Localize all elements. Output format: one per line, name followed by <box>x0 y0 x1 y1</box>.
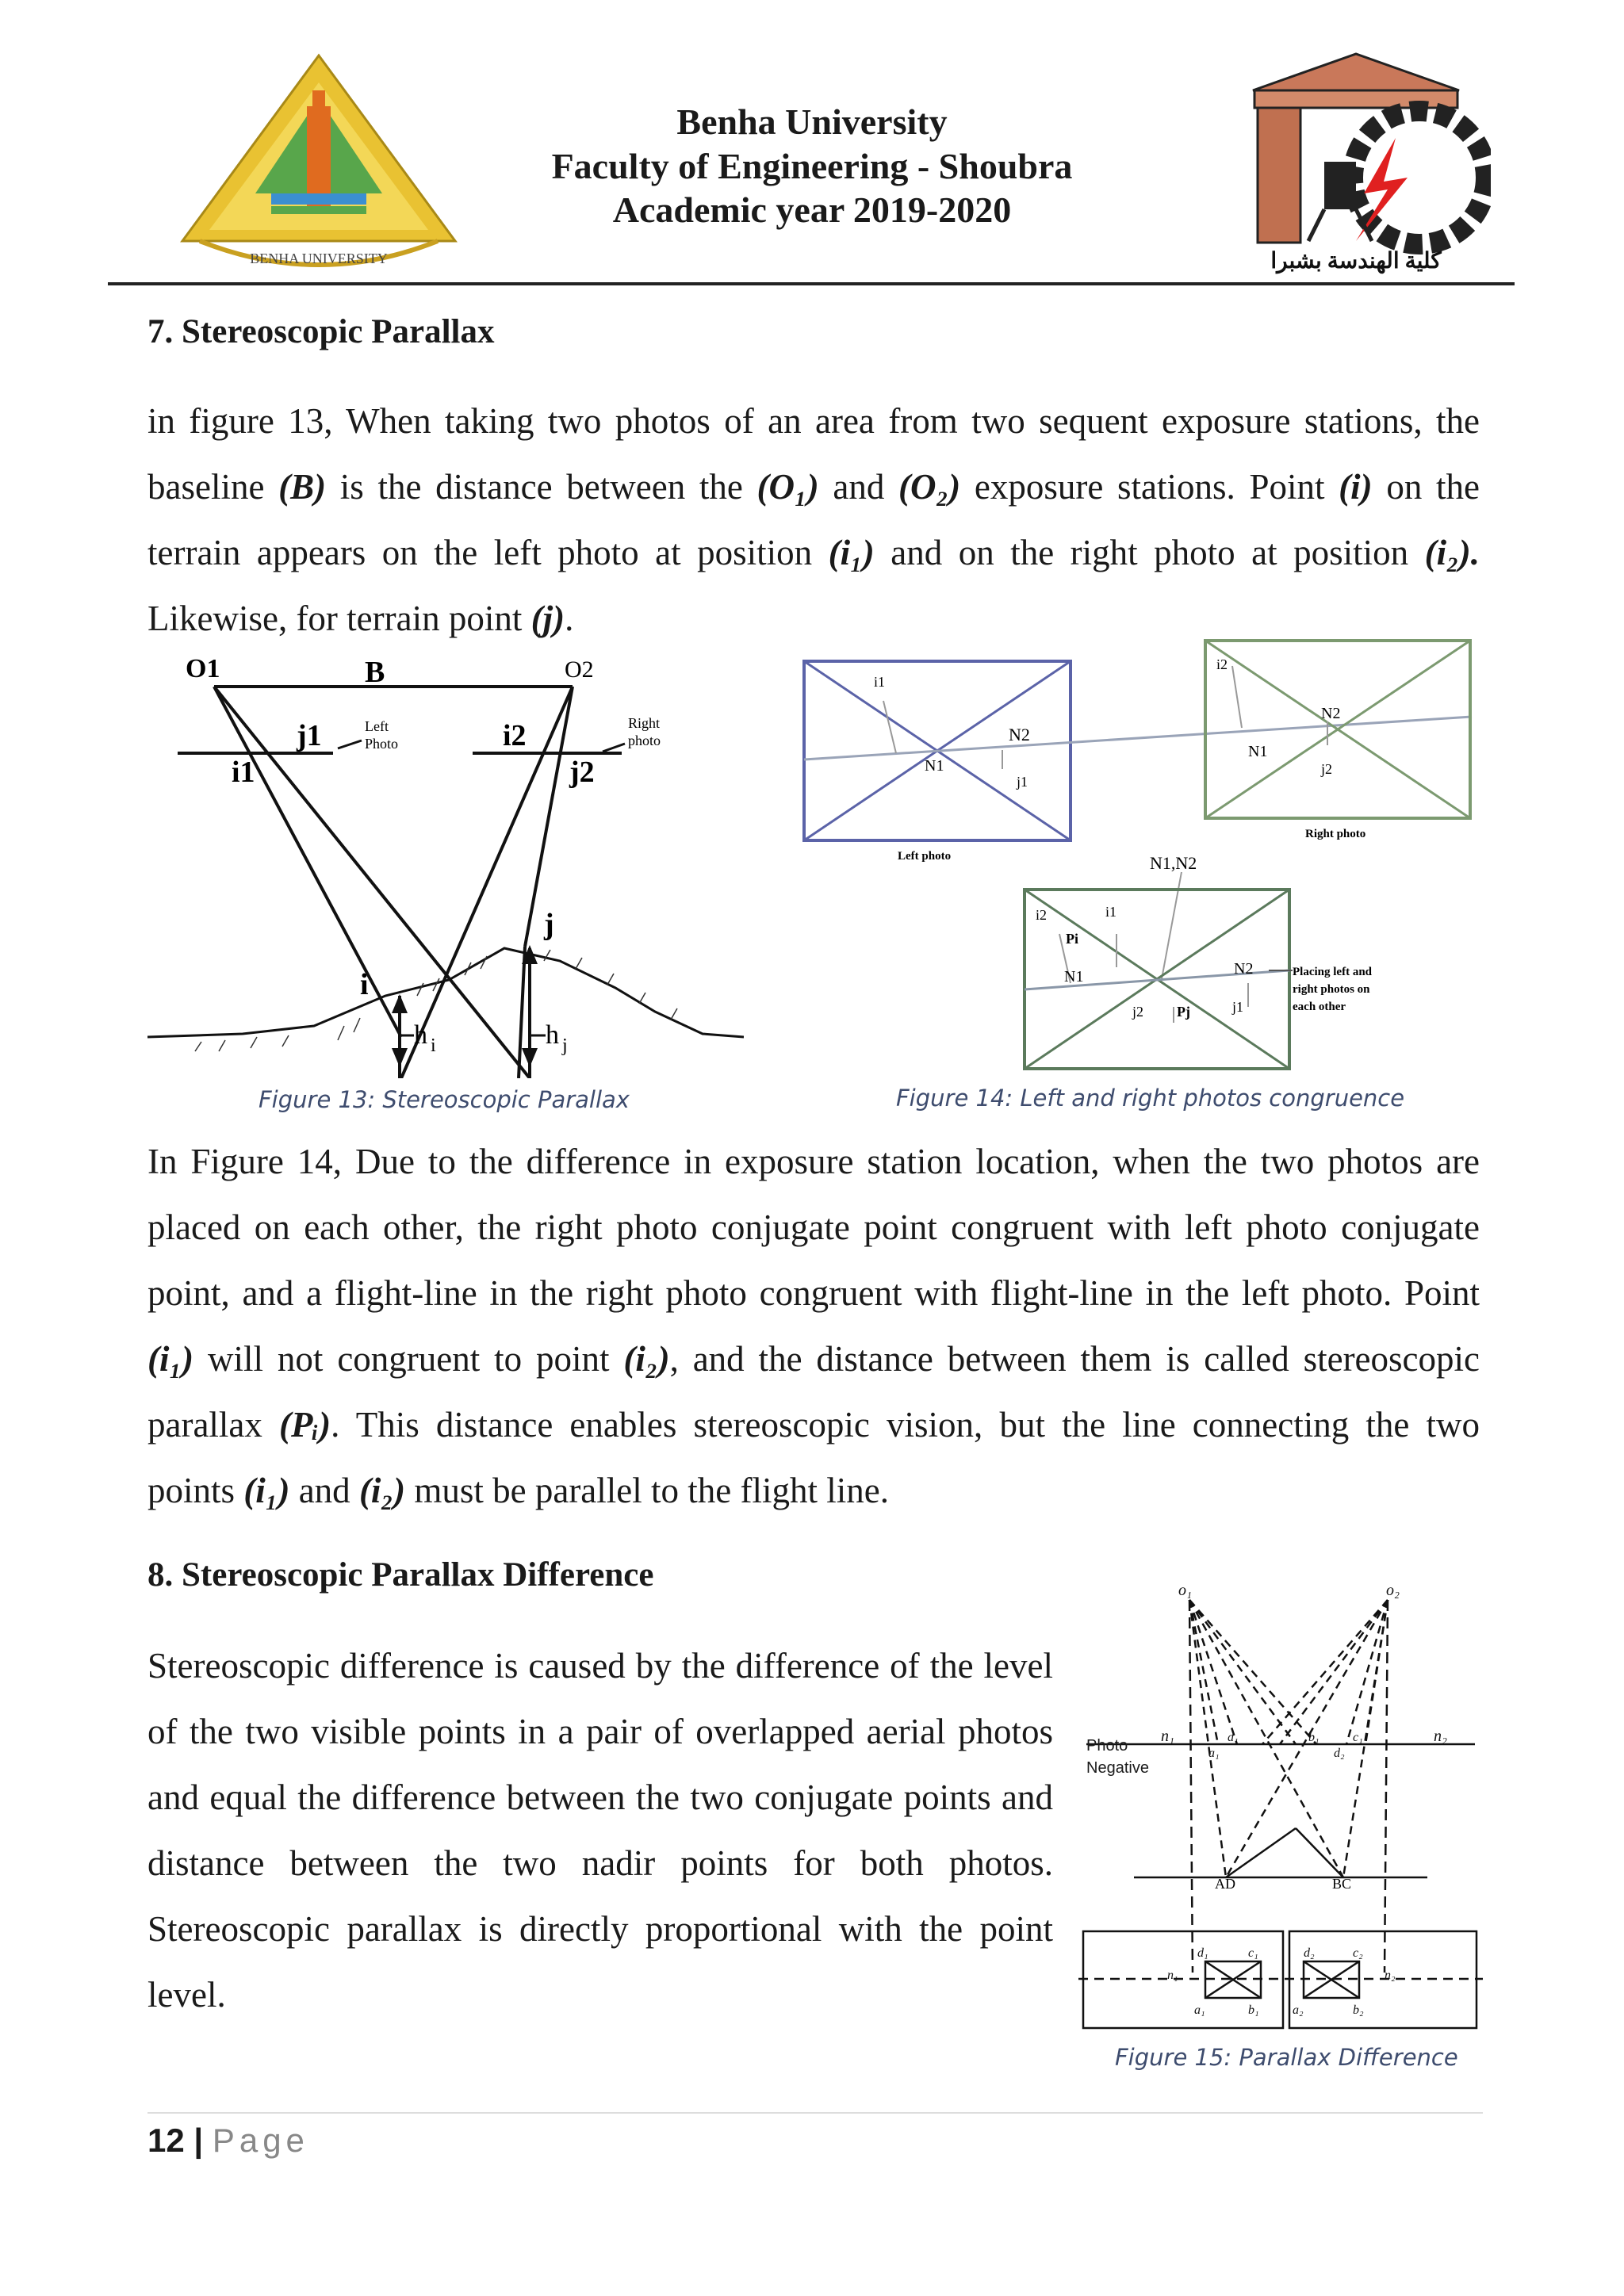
emphasis-run: (i₁) <box>828 533 875 572</box>
emphasis-run: (i₁) <box>243 1471 290 1510</box>
fig13-label-j: j <box>544 908 554 941</box>
fig13-hi-h: h <box>414 1020 427 1050</box>
fig15-photo-negative-label: Photo Negative <box>1086 1737 1149 1777</box>
emphasis-run: (Pᵢ) <box>279 1405 331 1445</box>
emphasis-run: (i₂). <box>1424 533 1480 572</box>
fig15-bc: BC <box>1332 1876 1352 1892</box>
fig15-o1: o₁ <box>1178 1582 1192 1599</box>
fig15-d2-top: d₂ <box>1334 1747 1345 1760</box>
page-number: 12 <box>147 2122 185 2159</box>
section-7-heading: 7. Stereoscopic Parallax <box>147 313 495 350</box>
text-run: . This distance enables stereoscopic vision, but the line connecting the two points <box>147 1405 1480 1510</box>
fig14-comb-j2: j2 <box>1132 1004 1144 1020</box>
fig15-b1-bot: b₁ <box>1248 2003 1259 2017</box>
fig14-right-photo-label: Right photo <box>1305 828 1366 840</box>
emphasis-run: (i₂) <box>623 1339 670 1379</box>
text-run: In Figure 14, Due to the difference in exposure station location, when the two photos are placed on each other, the right photo conjugate point congruent with left photo conjugate point, and a flight-line in the right photo congruent with flight-line in the left photo. Point <box>147 1142 1480 1313</box>
fig13-label-o2: O2 <box>565 656 594 683</box>
figure-15-diagram <box>1078 1582 1483 2042</box>
fig14-comb-i2: i2 <box>1036 907 1048 923</box>
fig14-right-n2: N2 <box>1321 705 1341 722</box>
text-run: and <box>289 1471 359 1510</box>
text-run: and on the right photo at position <box>874 533 1425 572</box>
fig14-placing-l3: each other <box>1293 1001 1346 1013</box>
text-run: on the terrain appears on the left photo at position <box>147 467 1480 572</box>
fig13-label-i: i <box>360 968 369 1001</box>
figure-14-caption: Figure 14: Left and right photos congruence <box>896 1085 1405 1112</box>
fig13-label-hj <box>546 1020 568 1056</box>
header-line-1: Benha University <box>676 101 948 142</box>
fig13-label-left-photo <box>365 718 398 752</box>
fig13-label-right-photo <box>628 715 661 748</box>
fig14-comb-j1: j1 <box>1232 999 1244 1015</box>
fig15-d1-bot: d₁ <box>1197 1946 1208 1960</box>
fig14-left-j1: j1 <box>1017 774 1028 790</box>
emphasis-run: (O₂) <box>898 467 961 507</box>
fig14-comb-pj: Pj <box>1177 1004 1190 1020</box>
fig14-comb-i1: i1 <box>1105 904 1117 920</box>
left-logo-text: BENHA UNIVERSITY <box>250 251 388 266</box>
fig15-n1: n₁ <box>1161 1728 1174 1745</box>
header <box>0 0 1624 285</box>
fig15-n1-bot: n₁ <box>1167 1969 1178 1982</box>
fig15-a1-bot: a₁ <box>1194 2003 1205 2017</box>
text-run: . <box>565 599 574 638</box>
text-run: must be parallel to the flight line. <box>405 1471 889 1510</box>
emphasis-run: (i₁) <box>147 1339 194 1379</box>
fig13-label-j2: j2 <box>569 756 595 789</box>
fig15-n2-bot: n₂ <box>1385 1969 1396 1982</box>
emphasis-run: (j) <box>530 599 565 638</box>
fig13-label-o1: O1 <box>186 655 220 683</box>
fig14-placing-l1: Placing left and <box>1293 966 1372 978</box>
fig15-a2-bot: a₂ <box>1293 2003 1304 2017</box>
fig15-n2: n₂ <box>1434 1728 1447 1745</box>
fig14-comb-pi: Pi <box>1066 931 1078 947</box>
section-8-heading: 8. Stereoscopic Parallax Difference <box>147 1556 654 1594</box>
fig13-left-photo-l2: Photo <box>365 736 399 752</box>
fig14-right-j2: j2 <box>1321 761 1333 777</box>
fig15-o2: o₂ <box>1386 1582 1400 1599</box>
fig13-right-photo-l2: photo <box>628 733 661 748</box>
fig13-hj-sub: j <box>562 1035 568 1056</box>
section-7-paragraph-1 <box>147 388 1480 652</box>
fig14-n1n2: N1,N2 <box>1150 853 1197 873</box>
header-line-2: Faculty of Engineering - Shoubra <box>551 146 1073 186</box>
emphasis-run: (O₁) <box>756 467 819 507</box>
fig13-label-i2: i2 <box>503 719 527 752</box>
text-run: and <box>818 467 899 507</box>
figure-15-caption: Figure 15: Parallax Difference <box>1115 2044 1458 2071</box>
fig15-b2-bot: b₂ <box>1353 2003 1364 2017</box>
fig14-left-n2: N2 <box>1009 725 1030 744</box>
text-run: Likewise, for terrain point <box>147 599 531 638</box>
fig13-right-photo-l1: Right <box>628 715 661 731</box>
section-7-paragraph-2 <box>147 1129 1480 1524</box>
fig13-label-i1: i1 <box>232 756 255 789</box>
fig15-a1-top: a₁ <box>1208 1747 1220 1760</box>
fig15-d2-bot: d₂ <box>1304 1946 1315 1960</box>
fig13-label-j1: j1 <box>297 719 322 752</box>
fig15-b1-top: b₁ <box>1308 1731 1320 1744</box>
fig14-right-n1: N1 <box>1248 743 1268 760</box>
fig14-comb-n1: N1 <box>1064 968 1084 985</box>
fig14-placing-label <box>1293 966 1373 1013</box>
fig15-d1-top: d₁ <box>1228 1731 1239 1744</box>
figure-13-caption: Figure 13: Stereoscopic Parallax <box>259 1086 630 1113</box>
fig14-left-n1: N1 <box>925 757 944 775</box>
emphasis-run: (B) <box>278 467 327 507</box>
page-word: Page <box>212 2122 309 2159</box>
fig14-comb-n2: N2 <box>1234 960 1254 978</box>
header-divider <box>108 282 1515 285</box>
text-run: , and the distance between them is called stereoscopic parallax <box>147 1339 1480 1445</box>
figure-13-diagram <box>147 655 744 1078</box>
text-run: will not congruent to point <box>193 1339 624 1379</box>
right-logo-text: كلية الهندسة بشبرا <box>1270 249 1442 274</box>
fig15-c2-bot: c₂ <box>1353 1946 1363 1960</box>
fig13-label-hi <box>414 1020 436 1056</box>
text-run: in figure 13, When taking two photos of an area from two sequent exposure stations, the baseline <box>147 401 1480 507</box>
text-run: exposure stations. Point <box>960 467 1339 507</box>
figure-14-diagram <box>801 634 1480 1078</box>
rich-text <box>147 388 1480 652</box>
fig13-left-photo-l1: Left <box>365 718 389 734</box>
fig14-right-i2: i2 <box>1216 656 1228 672</box>
text-run: is the distance between the <box>326 467 757 507</box>
emphasis-run: (i₂) <box>358 1471 406 1510</box>
section-8-paragraph: Stereoscopic difference is caused by the difference of the level of the two visible points in a pair of overlapped aerial photos and equal the difference between the two conjugate points and distance between the two nadir points for both photos. Stereoscopic parallax is directly proportional with the point level. <box>147 1646 1053 2015</box>
rich-text <box>147 1129 1480 1524</box>
fig15-c1-top: c₁ <box>1353 1731 1363 1744</box>
header-line-3: Academic year 2019-2020 <box>612 189 1012 230</box>
fig15-c1-bot: c₁ <box>1248 1946 1258 1960</box>
fig13-hj-h: h <box>546 1020 559 1050</box>
footer-divider <box>147 2112 1483 2114</box>
fig14-left-photo-label: Left photo <box>898 850 952 863</box>
fig15-ad: AD <box>1215 1876 1235 1892</box>
emphasis-run: (i) <box>1339 467 1373 507</box>
page-separator: | <box>193 2122 204 2159</box>
fig14-left-i1: i1 <box>874 674 886 690</box>
fig13-hi-sub: i <box>431 1035 436 1056</box>
fig13-label-b: B <box>365 656 385 689</box>
fig14-placing-l2: right photos on <box>1293 983 1370 996</box>
page-footer <box>147 2122 309 2160</box>
